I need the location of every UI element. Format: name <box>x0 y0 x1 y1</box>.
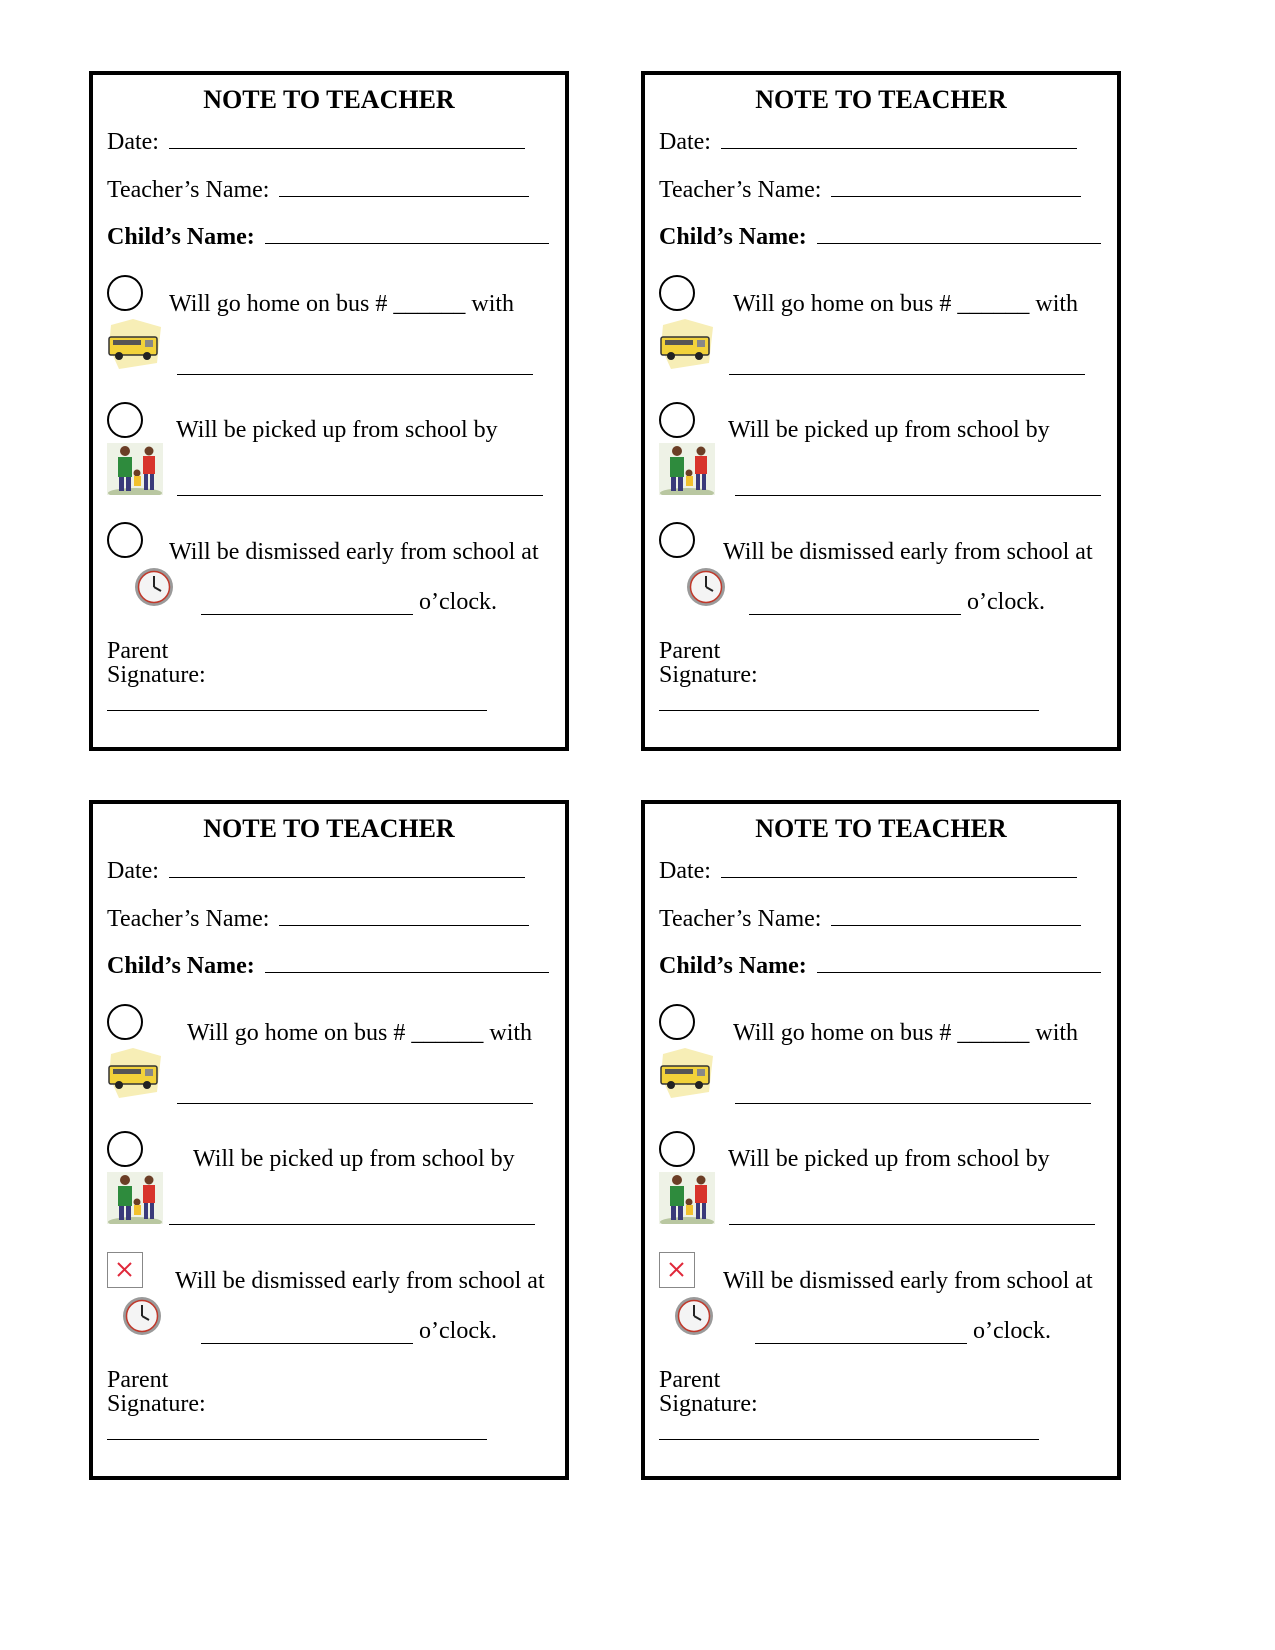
teacher-name-field <box>107 906 529 933</box>
signature-label: Signature: <box>659 662 758 688</box>
note-card <box>641 800 1121 1480</box>
teacher-name-field <box>107 177 529 204</box>
bus-companion-line[interactable] <box>729 373 1085 375</box>
date-label: Date: <box>659 858 711 884</box>
note-title: NOTE TO TEACHER <box>203 814 455 843</box>
signature-line[interactable] <box>107 709 487 711</box>
school-bus-icon <box>107 1046 165 1100</box>
pickup-person-line[interactable] <box>177 494 543 496</box>
child-name-field <box>659 224 1101 251</box>
clock-icon <box>673 1295 715 1337</box>
checked-box-icon <box>660 1253 693 1286</box>
teacher-name-line[interactable] <box>831 195 1081 197</box>
note-card <box>89 800 569 1480</box>
pickup-person-line[interactable] <box>169 1223 535 1225</box>
dismiss-time-line[interactable] <box>749 613 961 615</box>
date-label: Date: <box>107 858 159 884</box>
pickup-option-radio[interactable] <box>107 402 143 438</box>
bus-option-text: Will go home on bus # ______ with <box>169 291 515 317</box>
clock-icon <box>133 566 175 608</box>
teacher-name-field <box>659 906 1081 933</box>
bus-option-text: Will go home on bus # ______ with <box>733 1020 1079 1046</box>
date-field <box>107 858 525 885</box>
bus-option-text: Will go home on bus # ______ with <box>187 1020 533 1046</box>
bus-companion-line[interactable] <box>177 1102 533 1104</box>
pickup-option-text: Will be picked up from school by <box>193 1146 515 1172</box>
parent-label: Parent <box>659 638 721 664</box>
oclock-text: o’clock. <box>967 589 1045 615</box>
signature-line[interactable] <box>659 1438 1039 1440</box>
bus-option-radio[interactable] <box>659 1004 695 1040</box>
pickup-person-line[interactable] <box>729 1223 1095 1225</box>
teacher-name-line[interactable] <box>279 924 529 926</box>
signature-line[interactable] <box>659 709 1039 711</box>
bus-companion-line[interactable] <box>177 373 533 375</box>
child-name-line[interactable] <box>817 242 1101 244</box>
bus-option-radio[interactable] <box>107 275 143 311</box>
date-line[interactable] <box>169 876 525 878</box>
note-card <box>641 71 1121 751</box>
note-title: NOTE TO TEACHER <box>203 85 455 114</box>
bus-companion-line[interactable] <box>735 1102 1091 1104</box>
clock-icon <box>121 1295 163 1337</box>
date-field <box>659 858 1077 885</box>
child-name-field <box>107 224 549 251</box>
child-name-line[interactable] <box>265 242 549 244</box>
family-pickup-icon <box>107 1172 163 1224</box>
bus-option-radio[interactable] <box>107 1004 143 1040</box>
pickup-option-radio[interactable] <box>659 402 695 438</box>
child-name-label: Child’s Name: <box>107 224 255 250</box>
pickup-option-text: Will be picked up from school by <box>728 1146 1050 1172</box>
signature-label: Signature: <box>107 1391 206 1417</box>
date-label: Date: <box>107 129 159 155</box>
dismiss-option-text: Will be dismissed early from school at <box>723 1268 1093 1294</box>
pickup-option-text: Will be picked up from school by <box>176 417 498 443</box>
dismiss-option-radio[interactable] <box>107 522 143 558</box>
note-title: NOTE TO TEACHER <box>755 814 1007 843</box>
date-line[interactable] <box>721 876 1077 878</box>
clock-icon <box>685 566 727 608</box>
signature-line[interactable] <box>107 1438 487 1440</box>
parent-label: Parent <box>659 1367 721 1393</box>
child-name-line[interactable] <box>265 971 549 973</box>
dismiss-option-text: Will be dismissed early from school at <box>169 539 539 565</box>
dismiss-time-line[interactable] <box>201 613 413 615</box>
school-bus-icon <box>659 1046 717 1100</box>
dismiss-option-checked-box[interactable] <box>107 1252 143 1288</box>
dismiss-option-checked-box[interactable] <box>659 1252 695 1288</box>
child-name-label: Child’s Name: <box>659 224 807 250</box>
date-label: Date: <box>659 129 711 155</box>
oclock-text: o’clock. <box>419 1318 497 1344</box>
teacher-name-label: Teacher’s Name: <box>659 177 822 203</box>
family-pickup-icon <box>659 1172 715 1224</box>
oclock-text: o’clock. <box>419 589 497 615</box>
checked-box-icon <box>108 1253 141 1286</box>
teacher-name-line[interactable] <box>279 195 529 197</box>
parent-label: Parent <box>107 638 169 664</box>
pickup-option-radio[interactable] <box>659 1131 695 1167</box>
signature-label: Signature: <box>107 662 206 688</box>
date-line[interactable] <box>169 147 525 149</box>
dismiss-option-radio[interactable] <box>659 522 695 558</box>
dismiss-option-text: Will be dismissed early from school at <box>723 539 1093 565</box>
date-field <box>107 129 525 156</box>
teacher-name-label: Teacher’s Name: <box>659 906 822 932</box>
child-name-field <box>107 953 549 980</box>
teacher-name-line[interactable] <box>831 924 1081 926</box>
date-line[interactable] <box>721 147 1077 149</box>
teacher-name-label: Teacher’s Name: <box>107 177 270 203</box>
pickup-option-text: Will be picked up from school by <box>728 417 1050 443</box>
bus-option-radio[interactable] <box>659 275 695 311</box>
teacher-name-field <box>659 177 1081 204</box>
dismiss-time-line[interactable] <box>201 1342 413 1344</box>
parent-label: Parent <box>107 1367 169 1393</box>
note-title: NOTE TO TEACHER <box>755 85 1007 114</box>
pickup-person-line[interactable] <box>735 494 1101 496</box>
child-name-field <box>659 953 1101 980</box>
dismiss-option-text: Will be dismissed early from school at <box>175 1268 545 1294</box>
child-name-label: Child’s Name: <box>659 953 807 979</box>
date-field <box>659 129 1077 156</box>
oclock-text: o’clock. <box>973 1318 1051 1344</box>
child-name-line[interactable] <box>817 971 1101 973</box>
signature-label: Signature: <box>659 1391 758 1417</box>
school-bus-icon <box>107 317 165 371</box>
dismiss-time-line[interactable] <box>755 1342 967 1344</box>
pickup-option-radio[interactable] <box>107 1131 143 1167</box>
child-name-label: Child’s Name: <box>107 953 255 979</box>
bus-option-text: Will go home on bus # ______ with <box>733 291 1079 317</box>
family-pickup-icon <box>659 443 715 495</box>
note-card <box>89 71 569 751</box>
teacher-name-label: Teacher’s Name: <box>107 906 270 932</box>
family-pickup-icon <box>107 443 163 495</box>
school-bus-icon <box>659 317 717 371</box>
